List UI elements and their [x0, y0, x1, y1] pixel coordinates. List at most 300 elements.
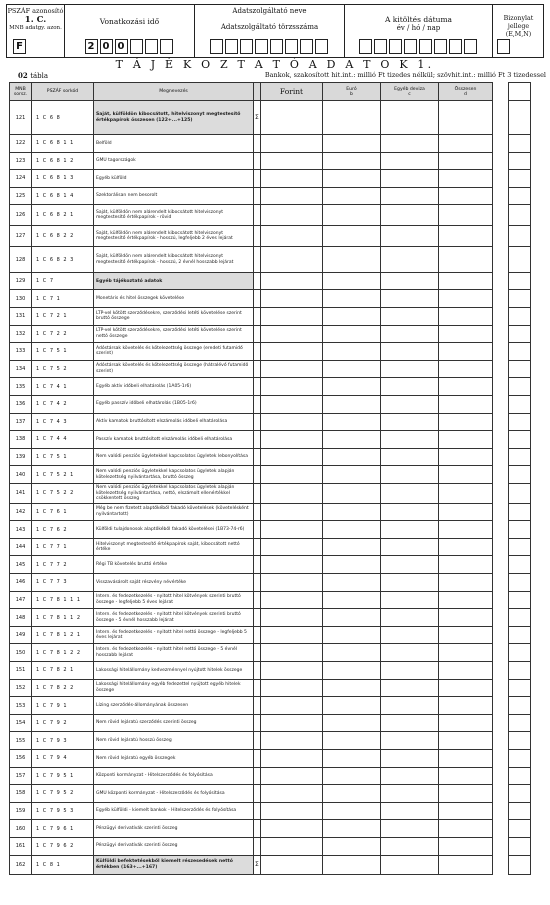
cell-euro[interactable]	[323, 626, 381, 644]
row-description: Lakossági hitelállomány egyéb fedezettel nyújtott egyéb hitelek összege	[94, 679, 254, 697]
cell-extra[interactable]	[509, 413, 531, 431]
cell-forint[interactable]	[261, 170, 323, 188]
cell-other[interactable]	[381, 714, 439, 732]
cell-extra[interactable]	[509, 187, 531, 205]
row-sum-marker	[254, 556, 261, 574]
provider-cell	[195, 5, 345, 57]
supervisor-id-cell	[7, 5, 65, 57]
cell-other[interactable]	[381, 360, 439, 378]
table-row	[10, 556, 531, 574]
cell-other[interactable]	[381, 273, 439, 290]
cell-other[interactable]	[381, 135, 439, 153]
cell-extra[interactable]	[509, 521, 531, 539]
cell-euro[interactable]	[323, 101, 381, 135]
col-sig-header	[254, 83, 261, 101]
cell-forint[interactable]	[261, 343, 323, 361]
cell-other[interactable]	[381, 101, 439, 135]
cell-extra[interactable]	[509, 837, 531, 855]
row-number: 162	[10, 855, 32, 874]
cell-total[interactable]	[439, 325, 493, 343]
cell-extra[interactable]	[509, 732, 531, 750]
other-sub: c	[408, 91, 411, 97]
cell-euro[interactable]	[323, 152, 381, 170]
cell-forint[interactable]	[261, 837, 323, 855]
cell-forint[interactable]	[261, 325, 323, 343]
cell-extra[interactable]	[509, 714, 531, 732]
row-description: Régi TB követelés bruttó értéke	[94, 556, 254, 574]
period-box-1[interactable]: 0	[100, 39, 113, 54]
row-sum-marker	[254, 679, 261, 697]
cell-euro[interactable]	[323, 644, 381, 662]
cell-extra[interactable]	[509, 855, 531, 874]
cell-other[interactable]	[381, 187, 439, 205]
cell-total[interactable]	[439, 226, 493, 247]
date-box-5[interactable]	[434, 39, 447, 54]
cell-other[interactable]	[381, 521, 439, 539]
date-box-0[interactable]	[359, 39, 372, 54]
cell-forint[interactable]	[261, 855, 323, 874]
cell-extra[interactable]	[509, 290, 531, 308]
cell-total[interactable]	[439, 448, 493, 466]
cell-extra[interactable]	[509, 448, 531, 466]
form-id: 1. C.	[24, 15, 47, 25]
table-row	[10, 307, 531, 325]
cell-total[interactable]	[439, 466, 493, 484]
row-code: 1 C 6 8 1 4	[32, 187, 94, 205]
cell-euro[interactable]	[323, 750, 381, 768]
cell-total[interactable]	[439, 483, 493, 503]
cell-forint[interactable]	[261, 785, 323, 803]
cell-forint[interactable]	[261, 307, 323, 325]
cell-euro[interactable]	[323, 273, 381, 290]
cell-total[interactable]	[439, 802, 493, 820]
row-number: 145	[10, 556, 32, 574]
date-box-2[interactable]	[389, 39, 402, 54]
row-number: 160	[10, 820, 32, 838]
cell-forint[interactable]	[261, 503, 323, 521]
cell-euro[interactable]	[323, 556, 381, 574]
row-code: 1 C 7 8 2 1	[32, 662, 94, 680]
provider-box-5[interactable]	[285, 39, 298, 54]
row-description: Monetáris és hitel összegek követelése	[94, 290, 254, 308]
cell-forint[interactable]	[261, 205, 323, 226]
cell-total[interactable]	[439, 290, 493, 308]
cell-extra[interactable]	[509, 343, 531, 361]
cell-euro[interactable]	[323, 431, 381, 449]
cell-euro[interactable]	[323, 325, 381, 343]
cell-euro[interactable]	[323, 170, 381, 188]
cell-extra[interactable]	[509, 591, 531, 609]
cell-other[interactable]	[381, 170, 439, 188]
cell-total[interactable]	[439, 101, 493, 135]
cell-euro[interactable]	[323, 574, 381, 592]
cell-extra[interactable]	[509, 697, 531, 715]
cell-total[interactable]	[439, 247, 493, 273]
provider-box-7[interactable]	[315, 39, 328, 54]
other-label: Egyéb deviza	[394, 86, 425, 92]
cell-euro[interactable]	[323, 697, 381, 715]
cell-total[interactable]	[439, 837, 493, 855]
cell-other[interactable]	[381, 378, 439, 396]
cell-forint[interactable]	[261, 802, 323, 820]
cell-other[interactable]	[381, 325, 439, 343]
cell-extra[interactable]	[509, 609, 531, 627]
row-number: 134	[10, 360, 32, 378]
cell-forint[interactable]	[261, 626, 323, 644]
cell-total[interactable]	[439, 343, 493, 361]
cell-forint[interactable]	[261, 413, 323, 431]
row-description: Lakossági hitelállomány kedvezménnyel nyújtott hitelek összege	[94, 662, 254, 680]
cell-forint[interactable]	[261, 538, 323, 556]
cell-total[interactable]	[439, 556, 493, 574]
cell-other[interactable]	[381, 466, 439, 484]
cell-other[interactable]	[381, 290, 439, 308]
cell-extra[interactable]	[509, 360, 531, 378]
cell-other[interactable]	[381, 591, 439, 609]
cell-euro[interactable]	[323, 413, 381, 431]
cell-euro[interactable]	[323, 767, 381, 785]
cell-total[interactable]	[439, 626, 493, 644]
period-box-0[interactable]: 2	[85, 39, 98, 54]
period-label: Vonatkozási idő	[99, 17, 160, 26]
cell-forint[interactable]	[261, 574, 323, 592]
cell-forint[interactable]	[261, 820, 323, 838]
row-number: 142	[10, 503, 32, 521]
cell-extra[interactable]	[509, 644, 531, 662]
cell-euro[interactable]	[323, 837, 381, 855]
row-code: 1 C 7 4 2	[32, 395, 94, 413]
cell-total[interactable]	[439, 187, 493, 205]
row-sum-marker	[254, 785, 261, 803]
cell-other[interactable]	[381, 247, 439, 273]
cell-euro[interactable]	[323, 226, 381, 247]
row-description: Nem rövid lejáratú szerződés szerinti összeg	[94, 714, 254, 732]
cell-euro[interactable]	[323, 205, 381, 226]
cell-extra[interactable]	[509, 679, 531, 697]
cell-extra[interactable]	[509, 820, 531, 838]
cell-euro[interactable]	[323, 466, 381, 484]
cell-extra[interactable]	[509, 431, 531, 449]
cell-total[interactable]	[439, 431, 493, 449]
cell-extra[interactable]	[509, 273, 531, 290]
row-number: 147	[10, 591, 32, 609]
cell-total[interactable]	[439, 273, 493, 290]
cell-other[interactable]	[381, 343, 439, 361]
cell-forint[interactable]	[261, 395, 323, 413]
date-label: A kitöltés dátuma	[384, 15, 453, 24]
cell-euro[interactable]	[323, 135, 381, 153]
cell-gap	[493, 626, 509, 644]
cell-euro[interactable]	[323, 343, 381, 361]
cell-total[interactable]	[439, 135, 493, 153]
cell-other[interactable]	[381, 697, 439, 715]
cell-other[interactable]	[381, 679, 439, 697]
row-sum-marker	[254, 574, 261, 592]
cell-forint[interactable]	[261, 101, 323, 135]
row-number: 125	[10, 187, 32, 205]
cell-other[interactable]	[381, 750, 439, 768]
cell-forint[interactable]	[261, 448, 323, 466]
cell-extra[interactable]	[509, 101, 531, 135]
cell-gap	[493, 503, 509, 521]
cell-forint[interactable]	[261, 556, 323, 574]
cell-other[interactable]	[381, 626, 439, 644]
cell-euro[interactable]	[323, 732, 381, 750]
provider-box-4[interactable]	[270, 39, 283, 54]
cell-total[interactable]	[439, 360, 493, 378]
cell-extra[interactable]	[509, 247, 531, 273]
cell-euro[interactable]	[323, 307, 381, 325]
cell-total[interactable]	[439, 521, 493, 539]
cell-other[interactable]	[381, 820, 439, 838]
cell-forint[interactable]	[261, 521, 323, 539]
cell-forint[interactable]	[261, 483, 323, 503]
cell-other[interactable]	[381, 785, 439, 803]
cell-total[interactable]	[439, 413, 493, 431]
row-number: 137	[10, 413, 32, 431]
cell-other[interactable]	[381, 413, 439, 431]
row-sum-marker	[254, 187, 261, 205]
cell-extra[interactable]	[509, 135, 531, 153]
row-code: 1 C 7 5 1	[32, 343, 94, 361]
cell-other[interactable]	[381, 855, 439, 874]
table-row	[10, 750, 531, 768]
provider-reg-boxes	[195, 39, 344, 54]
date-box-1[interactable]	[374, 39, 387, 54]
cell-other[interactable]	[381, 431, 439, 449]
cell-total[interactable]	[439, 574, 493, 592]
cell-euro[interactable]	[323, 538, 381, 556]
cell-forint[interactable]	[261, 135, 323, 153]
cell-other[interactable]	[381, 767, 439, 785]
cell-total[interactable]	[439, 679, 493, 697]
row-sum-marker	[254, 273, 261, 290]
cell-forint[interactable]	[261, 360, 323, 378]
cell-euro[interactable]	[323, 855, 381, 874]
cell-forint[interactable]	[261, 609, 323, 627]
cell-other[interactable]	[381, 538, 439, 556]
cell-other[interactable]	[381, 574, 439, 592]
cell-other[interactable]	[381, 837, 439, 855]
cell-extra[interactable]	[509, 785, 531, 803]
cell-total[interactable]	[439, 152, 493, 170]
cell-total[interactable]	[439, 644, 493, 662]
cell-euro[interactable]	[323, 785, 381, 803]
cell-extra[interactable]	[509, 556, 531, 574]
row-sum-marker	[254, 413, 261, 431]
provider-box-0[interactable]	[210, 39, 223, 54]
cell-forint[interactable]	[261, 247, 323, 273]
table-row	[10, 644, 531, 662]
cell-extra[interactable]	[509, 170, 531, 188]
cell-forint[interactable]	[261, 644, 323, 662]
row-number: 140	[10, 466, 32, 484]
row-sum-marker	[254, 325, 261, 343]
cell-other[interactable]	[381, 556, 439, 574]
cell-other[interactable]	[381, 732, 439, 750]
cell-euro[interactable]	[323, 609, 381, 627]
row-code: 1 C 7 6 2	[32, 521, 94, 539]
row-code: 1 C 7 2 1	[32, 307, 94, 325]
cell-other[interactable]	[381, 644, 439, 662]
cell-extra[interactable]	[509, 802, 531, 820]
cell-euro[interactable]	[323, 679, 381, 697]
cell-total[interactable]	[439, 820, 493, 838]
provider-box-3[interactable]	[255, 39, 268, 54]
provider-box-2[interactable]	[240, 39, 253, 54]
cell-extra[interactable]	[509, 226, 531, 247]
cell-euro[interactable]	[323, 521, 381, 539]
cell-total[interactable]	[439, 714, 493, 732]
row-description: Passzív kamatok bruttósított elszámolás időbeli elhatárolása	[94, 431, 254, 449]
cell-total[interactable]	[439, 785, 493, 803]
table-row	[10, 325, 531, 343]
page-title: T Á J É K O Z T A T Ó A D A T O K 1.	[115, 58, 435, 71]
cell-forint[interactable]	[261, 732, 323, 750]
supervisor-label: PSZÁF azonosító	[7, 7, 64, 15]
date-box-6[interactable]	[449, 39, 462, 54]
table-row	[10, 767, 531, 785]
cell-euro[interactable]	[323, 395, 381, 413]
cell-euro[interactable]	[323, 662, 381, 680]
cell-other[interactable]	[381, 448, 439, 466]
cell-other[interactable]	[381, 802, 439, 820]
row-description: LTP-vel kötött szerződésekre, szerződési letéti követelése szerint bruttó összege	[94, 307, 254, 325]
row-sum-marker	[254, 343, 261, 361]
cell-extra[interactable]	[509, 152, 531, 170]
cell-forint[interactable]	[261, 187, 323, 205]
cell-other[interactable]	[381, 395, 439, 413]
row-code: 1 C 7 7 2	[32, 556, 94, 574]
cell-extra[interactable]	[509, 626, 531, 644]
cell-total[interactable]	[439, 767, 493, 785]
cell-other[interactable]	[381, 205, 439, 226]
row-description: Lízing szerződés-állományának összesen	[94, 697, 254, 715]
cell-euro[interactable]	[323, 360, 381, 378]
cell-euro[interactable]	[323, 503, 381, 521]
cell-forint[interactable]	[261, 273, 323, 290]
cell-euro[interactable]	[323, 591, 381, 609]
cell-forint[interactable]	[261, 290, 323, 308]
cell-other[interactable]	[381, 503, 439, 521]
cell-euro[interactable]	[323, 802, 381, 820]
period-box-4[interactable]	[145, 39, 158, 54]
row-sum-marker	[254, 538, 261, 556]
cell-forint[interactable]	[261, 714, 323, 732]
cell-euro[interactable]	[323, 187, 381, 205]
cell-total[interactable]	[439, 750, 493, 768]
cell-extra[interactable]	[509, 750, 531, 768]
cell-gap	[493, 662, 509, 680]
row-description: Adóstársak követelés és kötelezettség összege (eredeti futamidő szerint)	[94, 343, 254, 361]
cell-extra[interactable]	[509, 395, 531, 413]
type-box[interactable]	[497, 39, 510, 54]
cell-other[interactable]	[381, 152, 439, 170]
cell-extra[interactable]	[509, 466, 531, 484]
date-box-7[interactable]	[464, 39, 477, 54]
cell-euro[interactable]	[323, 448, 381, 466]
row-code: 1 C 7 1	[32, 290, 94, 308]
cell-extra[interactable]	[509, 503, 531, 521]
cell-total[interactable]	[439, 307, 493, 325]
row-description: Intern. és fedezetkezelés - nyitott hitel kötvények szerinti bruttó összege - 5 évnél hosszabb lejárat	[94, 609, 254, 627]
cell-extra[interactable]	[509, 325, 531, 343]
cell-euro[interactable]	[323, 820, 381, 838]
cell-total[interactable]	[439, 591, 493, 609]
cell-forint[interactable]	[261, 750, 323, 768]
table-row	[10, 679, 531, 697]
cell-forint[interactable]	[261, 226, 323, 247]
cell-total[interactable]	[439, 170, 493, 188]
cell-extra[interactable]	[509, 483, 531, 503]
cell-forint[interactable]	[261, 662, 323, 680]
row-code: 1 C 7 7 1	[32, 538, 94, 556]
cell-extra[interactable]	[509, 307, 531, 325]
mnb-box[interactable]: F	[13, 39, 26, 54]
cell-other[interactable]	[381, 609, 439, 627]
row-code: 1 C 7 6 1	[32, 503, 94, 521]
cell-total[interactable]	[439, 503, 493, 521]
cell-total[interactable]	[439, 205, 493, 226]
cell-extra[interactable]	[509, 538, 531, 556]
cell-other[interactable]	[381, 662, 439, 680]
cell-total[interactable]	[439, 662, 493, 680]
cell-total[interactable]	[439, 395, 493, 413]
cell-euro[interactable]	[323, 290, 381, 308]
cell-other[interactable]	[381, 307, 439, 325]
cell-forint[interactable]	[261, 431, 323, 449]
cell-extra[interactable]	[509, 378, 531, 396]
provider-box-6[interactable]	[300, 39, 313, 54]
cell-euro[interactable]	[323, 247, 381, 273]
cell-total[interactable]	[439, 732, 493, 750]
cell-extra[interactable]	[509, 574, 531, 592]
cell-forint[interactable]	[261, 767, 323, 785]
cell-extra[interactable]	[509, 767, 531, 785]
date-box-3[interactable]	[404, 39, 417, 54]
cell-gap	[493, 609, 509, 627]
period-box-3[interactable]	[130, 39, 143, 54]
cell-forint[interactable]	[261, 152, 323, 170]
cell-euro[interactable]	[323, 378, 381, 396]
cell-other[interactable]	[381, 483, 439, 503]
cell-forint[interactable]	[261, 466, 323, 484]
cell-total[interactable]	[439, 855, 493, 874]
cell-forint[interactable]	[261, 697, 323, 715]
period-box-2[interactable]: 0	[115, 39, 128, 54]
cell-total[interactable]	[439, 697, 493, 715]
cell-gap	[493, 591, 509, 609]
provider-box-1[interactable]	[225, 39, 238, 54]
cell-euro[interactable]	[323, 483, 381, 503]
cell-other[interactable]	[381, 226, 439, 247]
cell-extra[interactable]	[509, 662, 531, 680]
cell-forint[interactable]	[261, 591, 323, 609]
cell-total[interactable]	[439, 609, 493, 627]
cell-extra[interactable]	[509, 205, 531, 226]
date-box-4[interactable]	[419, 39, 432, 54]
cell-total[interactable]	[439, 538, 493, 556]
cell-forint[interactable]	[261, 378, 323, 396]
row-sum-marker	[254, 395, 261, 413]
col-mnb-header: MNB sorsz.	[10, 83, 32, 101]
row-code: 1 C 6 8 1 2	[32, 152, 94, 170]
cell-forint[interactable]	[261, 679, 323, 697]
cell-total[interactable]	[439, 378, 493, 396]
row-number: 132	[10, 325, 32, 343]
period-box-5[interactable]	[160, 39, 173, 54]
cell-euro[interactable]	[323, 714, 381, 732]
